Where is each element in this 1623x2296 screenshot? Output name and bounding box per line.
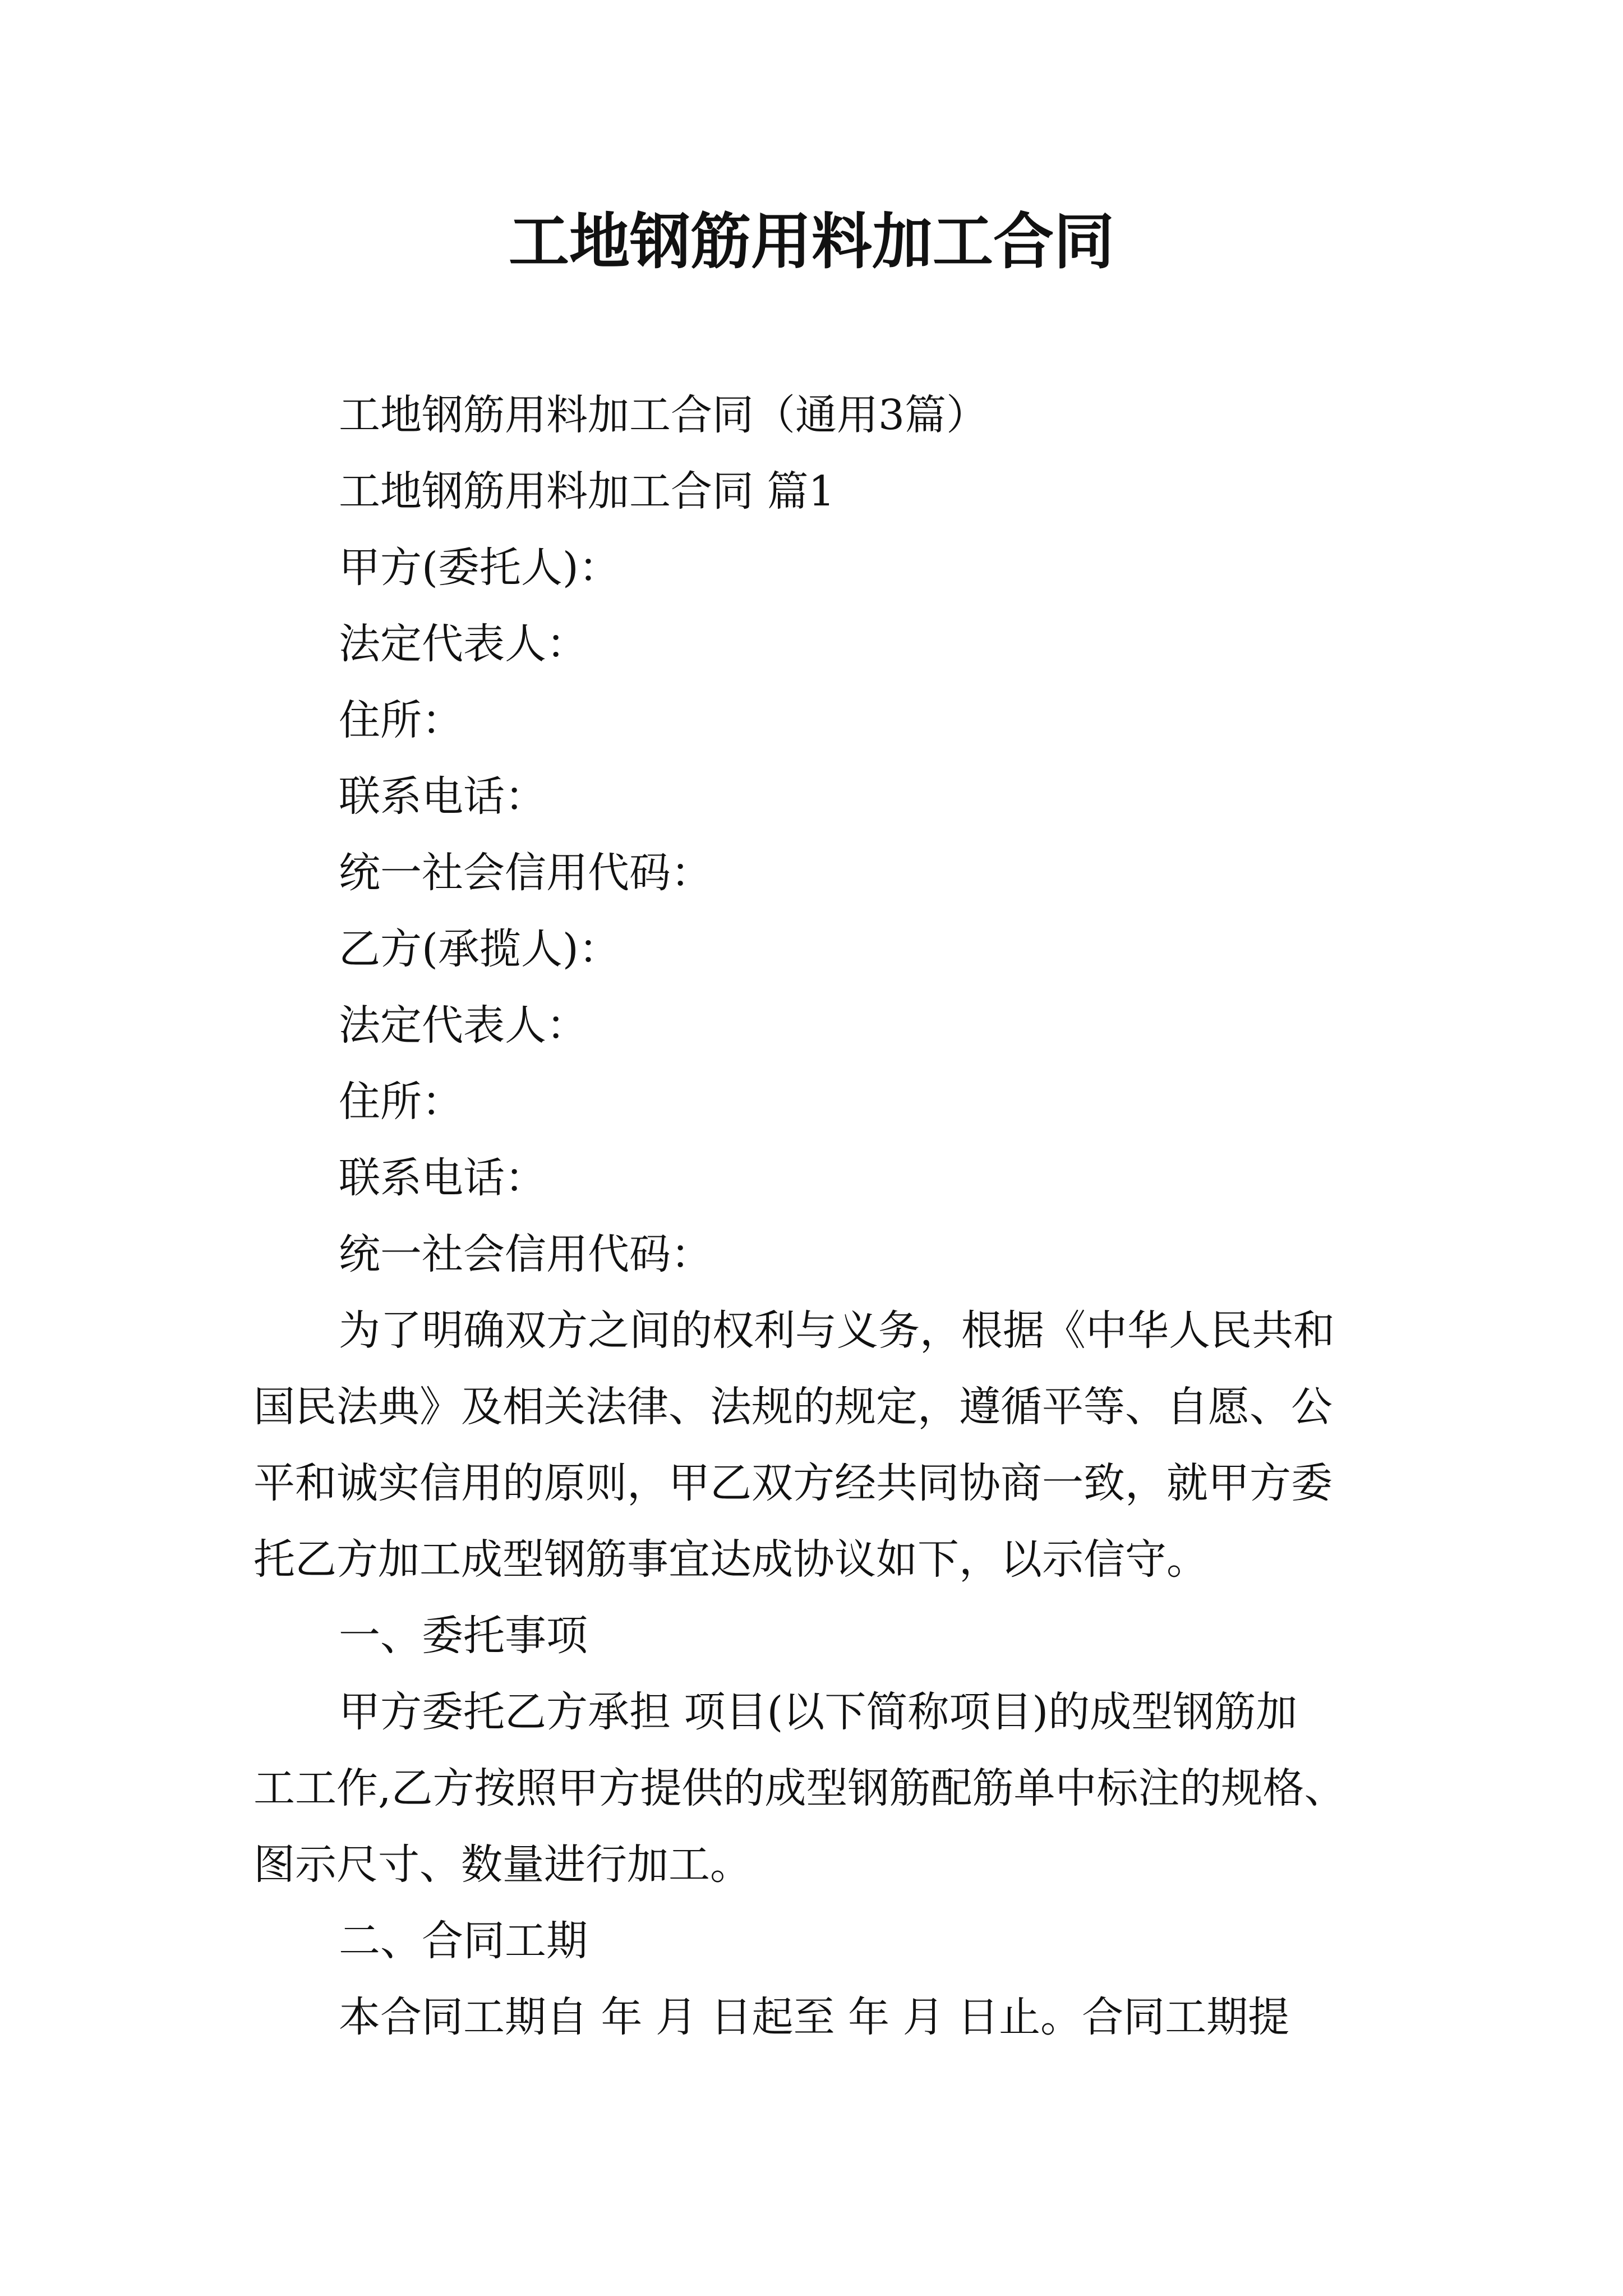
subtitle-line: 工地钢筋用料加工合同（通用3篇）	[339, 391, 988, 439]
party-b-label: 乙方(承揽人)：	[339, 925, 620, 973]
party-b-credit-code-label: 统一社会信用代码：	[339, 1230, 712, 1278]
party-b-address-label: 住所：	[339, 1078, 463, 1126]
section1-body-line: 图示尺寸、数量进行加工。	[253, 1841, 751, 1889]
preamble-line: 国民法典》及相关法律、法规的规定，遵循平等、自愿、公	[253, 1383, 1332, 1431]
party-a-phone-label: 联系电话：	[339, 772, 546, 821]
party-a-credit-code-label: 统一社会信用代码：	[339, 849, 712, 897]
document-title: 工地钢筋用料加工合同	[508, 207, 1114, 277]
party-a-label: 甲方(委托人)：	[339, 544, 620, 592]
section2-heading: 二、合同工期	[339, 1917, 588, 1965]
section-heading-line: 工地钢筋用料加工合同 篇1	[339, 467, 835, 516]
section1-body-line: 甲方委托乙方承担 项目(以下简称项目)的成型钢筋加	[339, 1688, 1298, 1736]
section1-body-line: 工工作,乙方按照甲方提供的成型钢筋配筋单中标注的规格、	[253, 1764, 1346, 1812]
section1-heading: 一、委托事项	[339, 1612, 588, 1660]
preamble-line: 为了明确双方之间的权利与义务，根据《中华人民共和	[339, 1306, 1335, 1355]
preamble-line: 平和诚实信用的原则，甲乙双方经共同协商一致，就甲方委	[253, 1459, 1332, 1507]
party-a-representative-label: 法定代表人：	[339, 620, 588, 668]
preamble-line: 托乙方加工成型钢筋事宜达成协议如下，以示信守。	[253, 1535, 1208, 1584]
section2-body-line: 本合同工期自 年 月 日起至 年 月 日止。合同工期提	[339, 1993, 1290, 2041]
party-b-phone-label: 联系电话：	[339, 1154, 546, 1202]
party-a-address-label: 住所：	[339, 696, 463, 744]
party-b-representative-label: 法定代表人：	[339, 1001, 588, 1050]
